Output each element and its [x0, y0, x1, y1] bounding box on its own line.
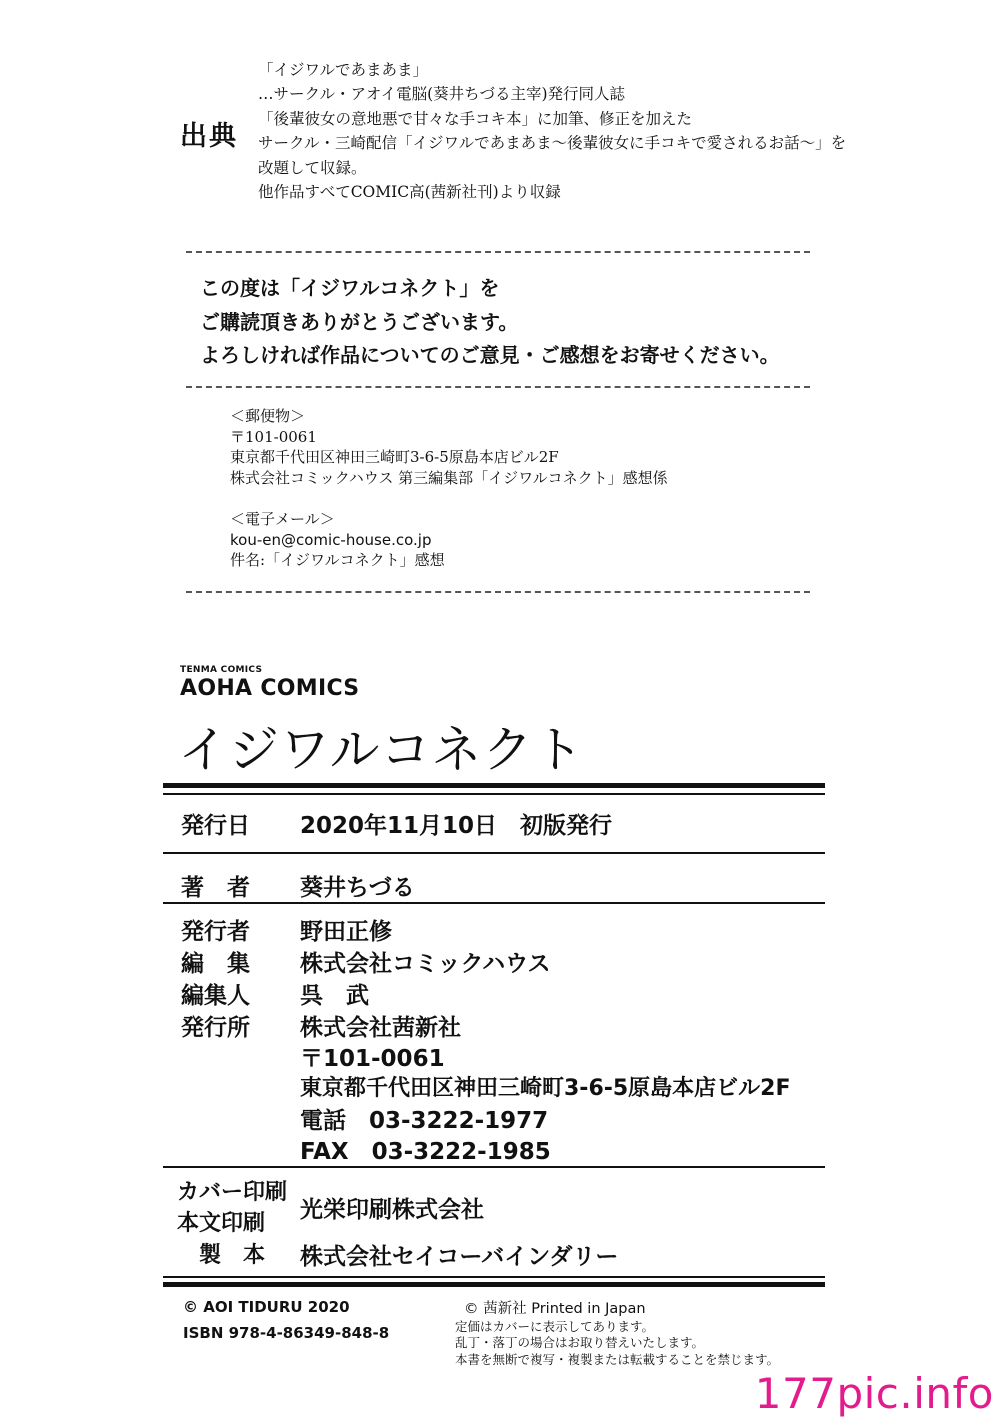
- note-line: 本書を無断で複写・複製または転載することを禁じます。: [455, 1351, 780, 1367]
- editor-value: 呉 武: [300, 983, 369, 1009]
- notes: [455, 1319, 779, 1368]
- source-label: 出典: [180, 121, 238, 152]
- email-heading: ＜電子メール＞: [230, 510, 335, 528]
- publisher-value: 野田正修: [300, 919, 392, 945]
- thick-rule: [163, 783, 825, 788]
- office-fax: FAX 03-3222-1985: [300, 1139, 551, 1165]
- editor-label: 編集人: [181, 983, 250, 1009]
- email-contact: [230, 509, 445, 571]
- thanks-line: この度は「イジワルコネクト」を: [200, 276, 500, 300]
- copyright: © AOI TIDURU 2020: [183, 1298, 350, 1316]
- dashed-divider: [186, 591, 810, 593]
- office-label: 発行所: [181, 1015, 250, 1041]
- mail-address: 東京都千代田区神田三崎町3-6-5原島本店ビル2F: [230, 448, 559, 466]
- source-line: サークル・三崎配信「イジワルであまあま～後輩彼女に手コキで愛されるお話～」を: [258, 134, 847, 153]
- editing-label: 編 集: [181, 951, 250, 977]
- book-title: イジワルコネクト: [178, 721, 585, 779]
- printer-value: 光栄印刷株式会社: [300, 1197, 484, 1223]
- dashed-divider: [186, 386, 810, 388]
- mail-heading: ＜郵便物＞: [230, 407, 306, 425]
- source-line: …サークル・アオイ電脳(葵井ちづる主宰)発行同人誌: [258, 85, 626, 104]
- source-line: 「イジワルであまあま」: [258, 61, 429, 79]
- note-line: 乱丁・落丁の場合はお取り替えいたします。: [455, 1335, 705, 1351]
- author-value: 葵井ちづる: [300, 875, 415, 901]
- mail-contact: [230, 406, 668, 488]
- body-print-label: 本文印刷: [177, 1211, 266, 1236]
- dashed-divider: [186, 251, 810, 253]
- thanks-line: ご購読頂きありがとうございます。: [200, 309, 519, 334]
- source-line: 他作品すべてCOMIC高(茜新社刊)より収録: [258, 183, 561, 202]
- binding-label: 製 本: [199, 1243, 266, 1268]
- thin-rule: [163, 793, 825, 795]
- divider-rule: [163, 902, 825, 904]
- thin-rule: [163, 1276, 825, 1278]
- editing-value: 株式会社コミックハウス: [300, 951, 551, 977]
- isbn: ISBN 978-4-86349-848-8: [183, 1324, 390, 1342]
- series-logo: TENMA COMICS: [180, 665, 263, 675]
- mail-dept: 株式会社コミックハウス 第三編集部「イジワルコネクト」感想係: [230, 468, 668, 487]
- office-tel: 電話 03-3222-1977: [300, 1108, 549, 1134]
- source-line: 「後輩彼女の意地悪で甘々な手コキ本」に加筆、修正を加えた: [258, 109, 693, 128]
- source-lines: [258, 58, 846, 204]
- binding-value: 株式会社セイコーバインダリー: [300, 1244, 619, 1270]
- author-label: 著 者: [181, 875, 250, 901]
- email-subject: 件名:「イジワルコネクト」感想: [230, 551, 445, 569]
- email-address[interactable]: kou-en@comic-house.co.jp: [230, 530, 432, 549]
- pubdate-value: 2020年11月10日 初版発行: [300, 813, 613, 839]
- publisher-copyright: © 茜新社 Printed in Japan: [464, 1301, 646, 1317]
- thanks-line: よろしければ作品についてのご意見・ご感想をお寄せください。: [200, 343, 780, 367]
- cover-print-label: カバー印刷: [177, 1180, 288, 1205]
- publisher-label: 発行者: [181, 919, 250, 945]
- office-value: 株式会社茜新社: [300, 1015, 461, 1041]
- divider-rule: [163, 1166, 825, 1168]
- source-line: 改題して収録。: [258, 158, 367, 177]
- thick-rule: [163, 1282, 825, 1287]
- pubdate-label: 発行日: [181, 813, 250, 839]
- note-line: 定価はカバーに表示してあります。: [455, 1319, 655, 1334]
- watermark: 177pic.info: [754, 1369, 994, 1418]
- office-postal: 〒101-0061: [300, 1046, 445, 1072]
- mail-postal: 〒101-0061: [230, 427, 317, 446]
- thanks-message: [200, 272, 780, 373]
- office-address: 東京都千代田区神田三崎町3-6-5原島本店ビル2F: [300, 1076, 791, 1101]
- label-logo: AOHA COMICS: [180, 676, 360, 701]
- divider-rule: [163, 852, 825, 854]
